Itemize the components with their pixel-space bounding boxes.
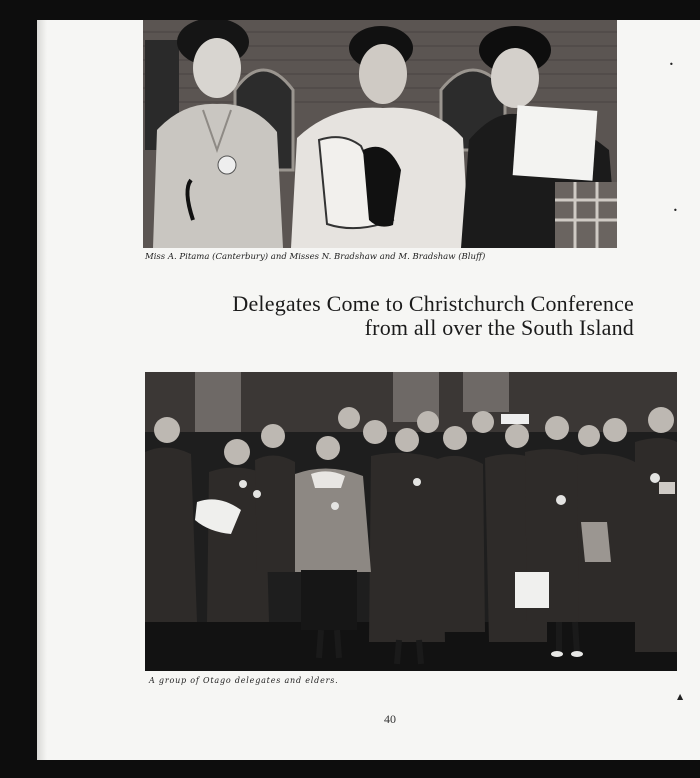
bottom-photo-image	[145, 372, 677, 671]
headline-line-2: from all over the South Island	[364, 315, 634, 340]
top-photo-image	[143, 20, 617, 248]
scanned-page	[37, 20, 700, 760]
margin-speck: •	[669, 60, 674, 69]
headline-line-1: Delegates Come to Christchurch Conference	[232, 291, 634, 316]
page-headline	[137, 292, 634, 340]
bottom-photo-caption: A group of Otago delegates and elders.	[149, 676, 339, 685]
top-photo-caption: Miss A. Pitama (Canterbury) and Misses N. Bradshaw and M. Bradshaw (Bluff)	[145, 252, 486, 262]
margin-arrow-mark: ▲	[677, 692, 684, 701]
bottom-photo	[145, 372, 677, 671]
page-number: 40	[384, 712, 396, 726]
margin-speck: •	[673, 206, 678, 215]
top-photo	[143, 20, 617, 248]
page-edge-shadow	[37, 20, 47, 760]
